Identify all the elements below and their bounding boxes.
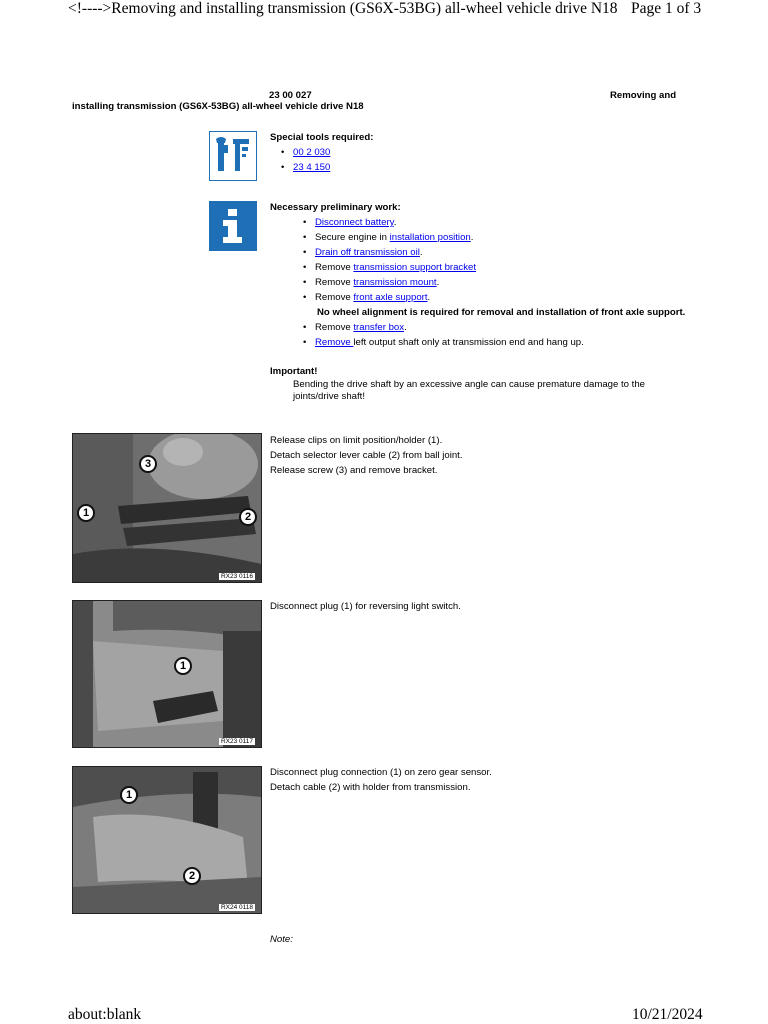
print-header-title: <!---->Removing and installing transmission (GS6X-53BG) all-wheel vehicle drive N18 [68, 0, 618, 17]
step-photo-3 [72, 766, 262, 914]
alignment-note: No wheel alignment is required for removal and installation of front axle support. [317, 307, 686, 318]
important-heading: Important! [270, 366, 318, 377]
step-photo-2 [72, 600, 262, 748]
preliminary-work-heading: Necessary preliminary work: [270, 202, 401, 213]
preliminary-work-section [270, 200, 710, 350]
disconnect-battery-link[interactable]: Disconnect battery [315, 217, 394, 228]
print-footer-url: about:blank [68, 1006, 142, 1023]
step-line: Detach selector lever cable (2) from ball joint. [270, 450, 463, 461]
callout-2: 2 [239, 508, 257, 526]
image-code: RX24 0118 [220, 904, 253, 911]
tools-icon [209, 131, 257, 186]
list-item: • Secure engine in installation position. [303, 232, 474, 243]
tool-link[interactable]: 23 4 150 [293, 162, 331, 173]
front-axle-support-link[interactable]: front axle support [353, 292, 428, 303]
list-item: • Remove transmission mount. [303, 277, 440, 288]
step-line: Release clips on limit position/holder (1). [270, 435, 443, 446]
drain-oil-link[interactable]: Drain off transmission oil [315, 247, 420, 258]
step-text-2 [270, 599, 461, 614]
list-item: • Drain off transmission oil. [303, 247, 423, 258]
step-line: Release screw (3) and remove bracket. [270, 465, 438, 476]
step-line: Detach cable (2) with holder from transmission. [270, 782, 471, 793]
special-tools-section [270, 130, 373, 175]
transmission-mount-link[interactable]: transmission mount [353, 277, 437, 288]
callout-1: 1 [77, 504, 95, 522]
doc-number: 23 00 027 [269, 90, 312, 101]
important-text: Bending the drive shaft by an excessive angle can cause premature damage to the joints/drive shaft! [293, 379, 645, 402]
print-footer-date: 10/21/2024 [632, 1006, 703, 1023]
step-text-1 [270, 433, 463, 478]
print-header-page-number: Page 1 of 3 [631, 0, 702, 17]
important-section [270, 364, 690, 402]
step-line: Disconnect plug (1) for reversing light switch. [270, 601, 461, 612]
special-tool-item: • 00 2 030 [281, 147, 331, 158]
support-bracket-link[interactable]: transmission support bracket [353, 262, 477, 273]
callout-2: 2 [183, 867, 201, 885]
tool-link[interactable]: 00 2 030 [293, 147, 331, 158]
callout-3: 3 [139, 455, 157, 473]
step-text-3 [270, 765, 492, 795]
info-icon [209, 201, 257, 256]
installation-position-link[interactable]: installation position [389, 232, 471, 243]
step-line: Disconnect plug connection (1) on zero gear sensor. [270, 767, 492, 778]
doc-title-line2: installing transmission (GS6X-53BG) all-wheel vehicle drive N18 [72, 101, 364, 112]
callout-1: 1 [174, 657, 192, 675]
list-item: • Remove left output shaft only at transmission end and hang up. [303, 337, 584, 348]
note-label: Note: [270, 934, 293, 945]
list-item: • Remove front axle support. [303, 292, 431, 303]
doc-title-right: Removing and [610, 90, 677, 101]
image-code: RX23 0117 [220, 738, 253, 745]
list-item: • Disconnect battery. [303, 217, 397, 228]
transfer-box-link[interactable]: transfer box [353, 322, 405, 333]
list-item: • Remove transfer box. [303, 322, 407, 333]
list-item: • Remove transmission support bracket [303, 262, 477, 273]
callout-1: 1 [120, 786, 138, 804]
step-photo-1 [72, 433, 262, 583]
special-tool-item: • 23 4 150 [281, 162, 331, 173]
special-tools-heading: Special tools required: [270, 132, 374, 143]
remove-output-shaft-link[interactable]: Remove [315, 337, 354, 348]
image-code: RX23 0116 [220, 573, 253, 580]
